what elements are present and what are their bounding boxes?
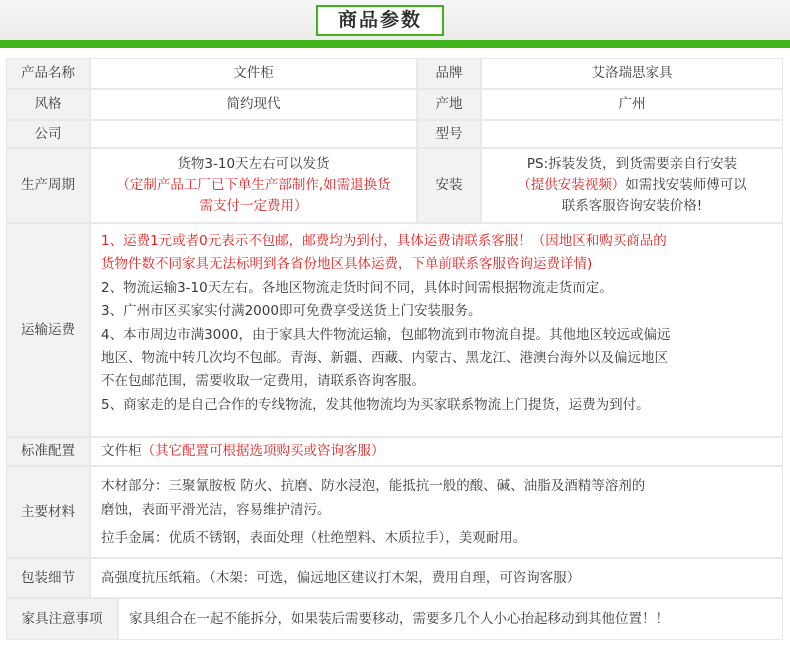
notice-value: 家具组合在一起不能拆分，如果装后需要移动，需要多几个人小心抬起移动到其他位置！！ [119,599,782,639]
cycle-line-1: 货物3-10天左右可以发货 [177,156,330,172]
shipping-label: 运输运费 [7,224,89,436]
shipping-line-1: 1、运费1元或者0元表示不包邮，邮费均为到付，具体运费请联系客服！（因地区和购买商品的 [101,233,667,249]
section-title: 商品参数 [316,5,444,36]
standard-config-item: 文件柜 [101,443,142,459]
style-value: 简约现代 [91,90,416,119]
material-label: 主要材料 [7,467,89,557]
standard-config-label: 标准配置 [7,438,89,465]
shipping-line-4c: 不在包邮范围，需要收取一定费用，请联系咨询客服。 [101,373,425,390]
standard-config-note: （其它配置可根据选项购买或咨询客服） [141,443,385,459]
install-line-2 [517,175,747,196]
origin-value: 广州 [482,90,782,119]
product-name-label: 产品名称 [7,59,89,88]
packaging-label: 包装细节 [7,559,89,597]
header-green-bar [0,40,790,48]
material-value [91,467,782,557]
material-line-2: 磨蚀，表面平滑光洁，容易维护清污。 [101,502,331,518]
style-label: 风格 [7,90,89,119]
install-line-2-rest: 如需找安装师傅可以 [625,177,747,193]
model-label: 型号 [418,121,480,147]
standard-config-value [91,438,782,465]
install-video-note: （提供安装视频） [517,177,626,193]
install-line-3: 联系客服咨询安装价格! [561,198,703,214]
shipping-line-1b: 货物件数不同家具无法标明到各省份地区具体运费，下单前联系客服咨询运费详情) [101,256,593,273]
shipping-line-4b: 地区、物流中转几次均不包邮。青海、新疆、西藏、内蒙古、黑龙江、港澳台海外以及偏远地区 [101,350,668,367]
notice-label: 家具注意事项 [7,599,117,639]
origin-label: 产地 [418,90,480,119]
shipping-line-2: 2、物流运输3-10天左右。各地区物流走货时间不同，具体时间需根据物流走货而定。 [101,279,613,296]
material-line-3: 拉手金属：优质不锈钢，表面处理（杜绝塑料、木质拉手），美观耐用。 [101,530,527,546]
header [0,0,790,48]
model-value [482,121,782,147]
cycle-line-3: 需支付一定费用） [199,198,308,214]
cycle-line-2: （定制产品工厂已下单生产部制作,如需退换货 [116,177,391,193]
company-value [91,121,416,147]
brand-value: 艾洛瑞思家具 [482,59,782,88]
shipping-line-3: 3、广州市区买家实付满2000即可免费享受送货上门安装服务。 [101,303,482,320]
brand-label: 品牌 [418,59,480,88]
product-name-value: 文件柜 [91,59,416,88]
production-cycle-value [91,149,416,222]
material-line-1: 木材部分：三聚氰胺板 防火、抗磨、防水浸泡，能抵抗一般的酸、碱、油脂及酒精等溶剂的 [101,478,646,494]
shipping-line-5: 5、商家走的是自己合作的专线物流，发其他物流均为买家联系物流上门提货，运费为到付。 [101,396,650,413]
company-label: 公司 [7,121,89,147]
production-cycle-label: 生产周期 [7,149,89,222]
shipping-line-4: 4、本市周边市满3000，由于家具大件物流运输，包邮物流到市物流自提。其他地区较远或偏远 [101,326,671,343]
shipping-value [91,224,782,436]
install-label: 安装 [418,149,480,222]
install-line-1: PS:拆装发货，到货需要亲自行安装 [526,156,738,172]
params-table [6,58,783,640]
install-value [482,149,782,222]
packaging-value: 高强度抗压纸箱。（木架：可选，偏远地区建议打木架，费用自理，可咨询客服） [91,559,782,597]
